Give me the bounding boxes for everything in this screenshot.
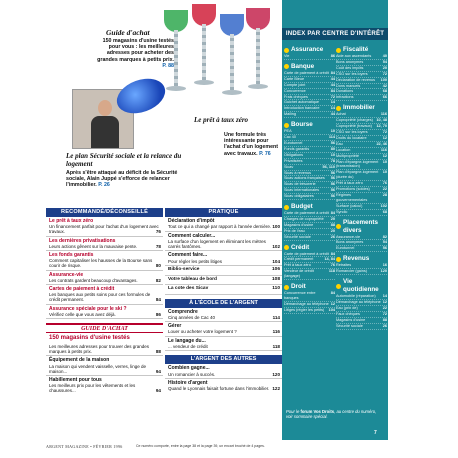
glass-blue	[220, 14, 244, 104]
index-entry[interactable]: Copropriété (charges) 10, 48	[336, 118, 387, 123]
recommande-list	[46, 217, 163, 319]
list-item[interactable]: Histoire d'argent Quand le Lyonnais faisait fortune dans l'immobilier. 122	[168, 379, 280, 392]
guide-achat-title: 150 magasins d'usine testés	[49, 335, 130, 342]
index-entry[interactable]: Concurrence 84	[284, 88, 335, 93]
index-entry[interactable]: Prêt à taux zéro 76	[284, 263, 335, 268]
argent-autres-header: L'ARGENT DES AUTRES	[165, 355, 282, 364]
index-entry[interactable]: Syndic 68	[336, 209, 387, 214]
index-category: Fiscalité	[336, 46, 387, 54]
bullet-icon	[284, 64, 289, 69]
list-item[interactable]: Équipement de la maison La maison qui vendent vaisselle, verres, linge de maison... 94	[46, 356, 163, 376]
index-entry[interactable]: Démarchage au téléphone 12	[336, 300, 387, 304]
ecole-argent-header: À L'ÉCOLE DE L'ARGENT	[165, 299, 282, 308]
index-entry[interactable]: Carte de paiement à crédit 84	[284, 70, 335, 75]
list-item[interactable]: Biblio-service 106	[165, 266, 282, 276]
bullet-icon	[336, 106, 341, 111]
index-entry[interactable]: Romancier (gains) 120	[336, 269, 387, 274]
index-entry[interactable]: Surface (calcul) 102	[336, 203, 387, 208]
index-entry[interactable]: CSG sur les loyers 72	[336, 129, 387, 134]
list-item[interactable]: Comprendre Cinq années de Cac 40 114	[165, 308, 282, 323]
index-entry[interactable]: Privatisées 78	[284, 158, 335, 163]
index-entry[interactable]: Litiges (régler les petits) 104	[284, 307, 335, 312]
index-entry[interactable]: Concurrence entre banques 84	[284, 291, 335, 300]
plan-title: Le plan Sécurité sociale et la relance du logement	[66, 152, 182, 168]
index-entry[interactable]: Carte Bleue 44	[284, 76, 335, 81]
index-entry[interactable]: Guichet automatique 14	[284, 100, 335, 105]
index-column-left	[284, 43, 335, 314]
guide-title: Guide d'achat	[106, 28, 150, 37]
index-entry[interactable]: Bons anonymes 54	[336, 240, 387, 245]
index-category: Crédit	[284, 244, 335, 252]
index-entry[interactable]: Aide aux ascendants 40	[336, 54, 387, 58]
index-entry[interactable]: Prix de l'eau 20	[284, 228, 335, 233]
bullet-icon	[284, 123, 289, 128]
index-entry[interactable]: Sicav de trésorerie 56	[284, 182, 335, 187]
list-item[interactable]: La cote des Sicav 110	[165, 285, 282, 295]
index-entry[interactable]: Carte de paiement à crédit 84	[284, 211, 335, 216]
index-entry[interactable]: Eau (prix de) 22	[336, 305, 387, 310]
index-entry[interactable]: Régimes gouvernementales 28	[336, 192, 387, 202]
index-footnote: Pour le forum Vos Droits, au centre du numéro, voir sommaire spécial.	[286, 409, 377, 419]
index-entry[interactable]: Dons manuels 42	[336, 83, 387, 88]
bullet-icon	[336, 224, 341, 229]
bullet-icon	[284, 48, 289, 53]
list-item[interactable]: Le langage du... ... vendeur de crédit 118	[165, 337, 282, 352]
index-entry[interactable]: Compte joint 44	[284, 82, 335, 87]
index-category: Assurance	[284, 46, 335, 54]
list-item[interactable]: Assurance spéciale pour le ski ? Vérifiez celle que vous avez déjà. 86	[46, 305, 163, 319]
index-category: Bourse	[284, 121, 335, 129]
bullet-icon	[284, 245, 289, 250]
index-entry[interactable]: Plan d'épargne-logement (transmission) 10	[336, 159, 387, 169]
index-entry[interactable]: Sicav à revenus 56	[284, 170, 335, 175]
index-entry[interactable]: Carte de paiement à crédit 84	[284, 251, 335, 256]
list-item[interactable]: Gérer Louer ou acheter votre logement ? 116	[165, 322, 282, 337]
magazine-name: ARGENT MAGAZINE • FÉVRIER 1996	[46, 444, 123, 449]
index-entry[interactable]: Magasins d'usine 88	[336, 317, 387, 322]
index-entry[interactable]: Cac 40 114	[284, 135, 335, 140]
index-entry[interactable]: Mailing 44	[284, 112, 335, 117]
bullet-icon	[284, 205, 289, 210]
index-entry[interactable]: Sécurité sociale 26	[336, 323, 387, 328]
index-entry[interactable]: Vie 86	[284, 54, 335, 58]
glass-red	[192, 4, 216, 94]
bullet-icon	[284, 285, 289, 290]
contents-left	[46, 0, 282, 440]
index-entry[interactable]: Promotions (soldes) 22	[336, 187, 387, 192]
guide-achat-header: GUIDE D'ACHAT	[46, 323, 163, 333]
index-entry[interactable]: Eau 22, 46	[336, 141, 387, 146]
list-item[interactable]: Les meilleures adresses pour trouver des grandes marques à petits prix. 88	[46, 342, 163, 356]
index-category: Banque	[284, 63, 335, 71]
column-pratique	[165, 208, 282, 393]
glass-ruby	[246, 8, 270, 98]
pret-text: Une formule très intéressante pour l'achat d'un logement avec travaux. P. 76	[224, 132, 279, 157]
list-item[interactable]: Combien gagne... Un romancier à succès. 120	[165, 364, 282, 379]
index-entry[interactable]: Magasins d'usine 88	[284, 222, 335, 227]
index-entry[interactable]: Sicav actions françaises 56	[284, 176, 335, 181]
guide-text: 150 magasins d'usine testés pour vous : les meilleures adresses pour acheter des grandes marques à petits prix. P. 88	[97, 38, 174, 69]
index-category: Vie quotidienne	[336, 278, 387, 294]
index-entry[interactable]: Vendeur de crédit (langage) 118	[284, 269, 335, 279]
list-item[interactable]: Comment faire... Pour régler les petits litiges 104	[165, 251, 282, 266]
index-entry[interactable]: Crédit permanent 14, 84	[284, 257, 335, 262]
page-footer	[46, 442, 388, 452]
index-column-right	[336, 43, 387, 330]
index-entry[interactable]: Achat 116	[336, 112, 387, 117]
index-entry[interactable]: Eurotunnel 56	[284, 140, 335, 145]
index-category: Immobilier	[336, 104, 387, 112]
column-recommande	[46, 208, 163, 395]
page-number: 7	[374, 430, 377, 436]
index-entry[interactable]: Assurance-vie 82	[336, 234, 387, 239]
index-entry[interactable]: Multipropriété 12	[336, 153, 387, 158]
recommande-header: RECOMMANDÉ/DÉCONSEILLÉ	[46, 208, 163, 217]
index-entry[interactable]: Fonds garantis 80	[284, 146, 335, 151]
index-entry[interactable]: CSG sur les loyers 72	[336, 71, 387, 76]
index-entry[interactable]: Faux chèques 72	[336, 311, 387, 316]
list-item[interactable]: Le prêt à taux zéro Un financement parfait pour l'achat d'un logement avec travaux. 76	[46, 217, 163, 237]
index-entry[interactable]: Coût des impôts 20	[336, 65, 387, 70]
index-category: Budget	[284, 203, 335, 211]
index-entry[interactable]: Sécurité sociale 26	[284, 234, 335, 239]
bullet-icon	[336, 257, 341, 262]
person-figure	[91, 100, 119, 149]
bullet-icon	[336, 284, 341, 289]
list-item[interactable]: Déclaration d'impôt Tout ce qui a changé par rapport à l'année dernière. 100	[165, 217, 282, 232]
list-item[interactable]: Comment calculer... La surface d'un logement en éliminant les mètres carrés fantômes. 102	[165, 232, 282, 252]
index-entry[interactable]: Droits du locataire 12	[336, 135, 387, 140]
list-item[interactable]: Assurance-vie Les contrats gardent beaucoup d'avantages. 82	[46, 271, 163, 285]
index-entry[interactable]: Retraites 16	[336, 263, 387, 268]
index-panel	[282, 0, 388, 440]
hero-area	[46, 0, 282, 200]
index-entry[interactable]: Sicav obligataires 56	[284, 194, 335, 199]
plan-text: Après s'être attaqué au déficit de la Sécurité sociale, Alain Juppé s'efforce de relancer l'immobilier. P. 26	[66, 170, 178, 189]
index-category: Droit	[284, 283, 335, 291]
insert-note: Ce numéro comporte, entre la page 38 et la page 39, un encart broché de 4 pages.	[136, 444, 265, 448]
index-header: INDEX PAR CENTRE D'INTÉRÊT	[282, 28, 388, 40]
index-entry[interactable]: Eurotunnel 56	[336, 246, 387, 251]
index-category: Placements divers	[336, 219, 387, 235]
index-entry[interactable]: Copropriété (travaux) 12, 70	[336, 124, 387, 129]
list-item[interactable]: Les dernières privatisations Leurs actions gênent sur la mauvaise pente. 78	[46, 237, 163, 251]
pret-title: Le prêt à taux zéro	[194, 116, 249, 124]
list-item[interactable]: Les fonds garantis Comment capitaliser les hausses de la Bourse sans courir de risque. 80	[46, 251, 163, 271]
pratique-header: PRATIQUE	[165, 208, 282, 217]
index-entry[interactable]: Démarchage au téléphone 12	[284, 301, 335, 306]
index-entry[interactable]: Sicav internationales 56	[284, 188, 335, 193]
index-entry[interactable]: Location 116	[336, 147, 387, 152]
index-entry[interactable]: Sicav 56, 110	[284, 164, 335, 169]
list-item[interactable]: Cartes de paiement à crédit Les banques aux petits soins pour ces formules de crédit permanent. 84	[46, 285, 163, 305]
index-entry[interactable]: Déclaration de revenus 100	[336, 77, 387, 82]
index-category: Revenus	[336, 255, 387, 263]
index-entry[interactable]: Donations 68	[336, 89, 387, 94]
index-entry[interactable]: Infractions 66	[336, 95, 387, 100]
index-entry[interactable]: Plan d'épargne-logement (durée du) 10	[336, 170, 387, 180]
index-entry[interactable]: Bons anonymes 54	[336, 59, 387, 64]
list-item[interactable]: Habillement pour tous Les meilleurs prix pour les vêtements et les chaussures... 94	[49, 377, 161, 394]
index-entry[interactable]: Frais chèques 72	[284, 94, 335, 99]
index-entry[interactable]: PEA 10	[284, 129, 335, 134]
index-entry[interactable]: Charges de copropriété 20	[284, 216, 335, 221]
index-entry[interactable]: Introduction bancaire 14	[284, 106, 335, 111]
bullet-icon	[336, 48, 341, 53]
index-entry[interactable]: Prêt à taux zéro 76	[336, 181, 387, 186]
index-entry[interactable]: Obligations 10	[284, 152, 335, 157]
list-item[interactable]: Votre tableau de bord 108	[165, 276, 282, 286]
index-entry[interactable]: Automobile (réparation) 14	[336, 294, 387, 299]
